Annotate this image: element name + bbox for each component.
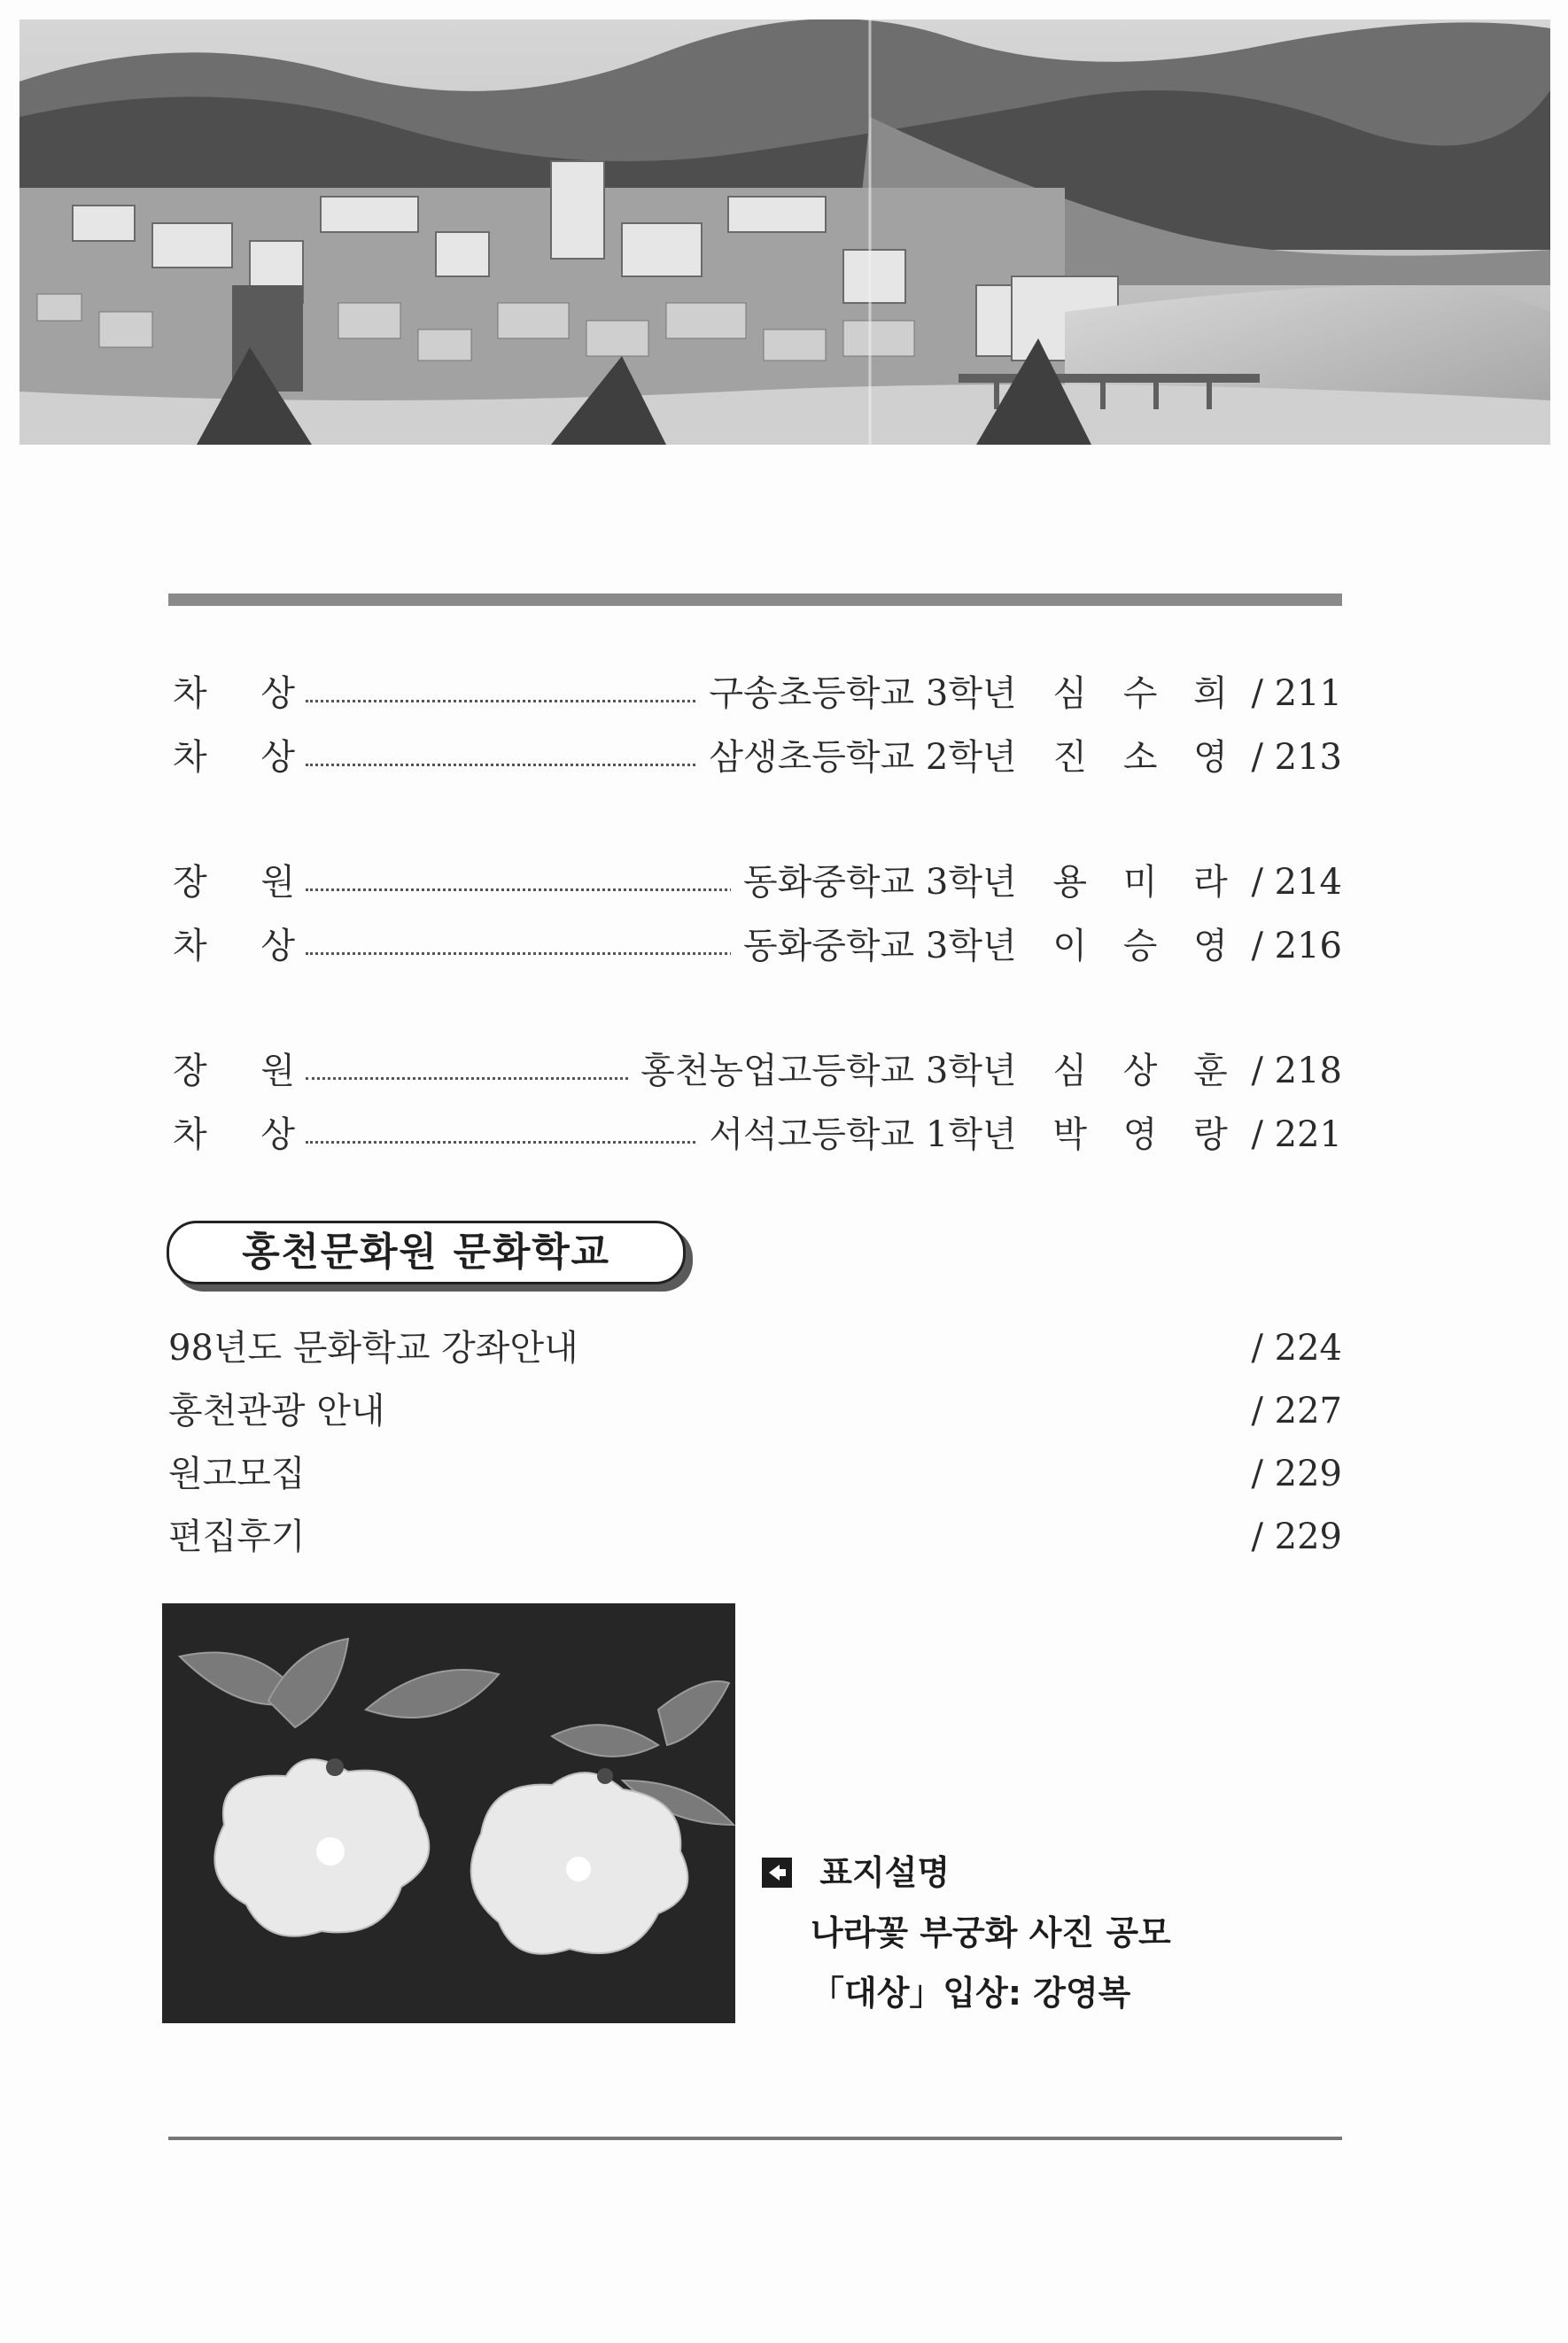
student-name: 심 상 훈	[1052, 1051, 1240, 1091]
toc-row[interactable]	[173, 850, 1342, 914]
school-name: 서석고등학교	[709, 1114, 915, 1155]
page-number: / 229	[1251, 1454, 1342, 1494]
award-label: 차 상	[173, 737, 316, 778]
page-number: / 224	[1251, 1328, 1342, 1369]
grade: 3학년	[925, 673, 1017, 714]
page-number: / 221	[1251, 1114, 1342, 1155]
grade: 3학년	[925, 1051, 1017, 1091]
toc-list	[168, 1317, 1342, 1569]
page-number: / 227	[1251, 1391, 1342, 1431]
award-label: 차 상	[173, 926, 316, 966]
school-name: 홍천농업고등학교	[640, 1051, 915, 1091]
toc-row[interactable]	[173, 662, 1342, 725]
grade: 3학년	[925, 926, 1017, 966]
cover-photo-hibiscus	[162, 1603, 735, 2023]
page-number: / 214	[1251, 862, 1342, 903]
list-item-title: 편집후기	[168, 1517, 306, 1557]
caption-line-2: 「대상」입상: 강영복	[811, 1974, 1131, 2013]
toc-row[interactable]	[173, 725, 1342, 789]
toc-row[interactable]	[173, 1039, 1342, 1103]
student-name: 용 미 라	[1052, 862, 1240, 903]
grade: 1학년	[925, 1114, 1017, 1155]
grade: 2학년	[925, 737, 1017, 778]
bottom-rule	[168, 2137, 1342, 2140]
cover-caption	[762, 1843, 1171, 2023]
page-number: / 218	[1251, 1051, 1342, 1091]
caption-heading: 표지설명	[819, 1853, 951, 1892]
school-name: 동화중학교	[743, 862, 915, 903]
toc-group-3	[173, 1039, 1342, 1167]
toc-row[interactable]	[173, 1103, 1342, 1167]
list-item-title: 홍천관광 안내	[168, 1391, 385, 1431]
toc-group-2	[173, 850, 1342, 978]
page-number: / 216	[1251, 926, 1342, 966]
school-name: 동화중학교	[743, 926, 915, 966]
caption-line-1: 나라꽃 부궁화 사진 공모	[811, 1913, 1171, 1952]
list-item-title: 98년도 문화학교 강좌안내	[168, 1328, 578, 1369]
section-title-tab: 홍천문화원 문화학교	[167, 1221, 686, 1284]
award-label: 장 원	[173, 1051, 316, 1091]
toc-group-1	[173, 662, 1342, 789]
student-name: 이 승 영	[1052, 926, 1240, 966]
school-name: 구송초등학교	[709, 673, 915, 714]
list-item[interactable]	[168, 1443, 1342, 1506]
list-item[interactable]	[168, 1506, 1342, 1569]
panorama-photo	[19, 19, 1550, 445]
top-rule	[168, 594, 1342, 606]
list-item[interactable]	[168, 1317, 1342, 1380]
page-number: / 229	[1251, 1517, 1342, 1557]
page-number: / 213	[1251, 737, 1342, 778]
list-item[interactable]	[168, 1380, 1342, 1443]
left-arrow-box-icon	[762, 1858, 792, 1888]
student-name: 진 소 영	[1052, 737, 1240, 778]
award-label: 차 상	[173, 1114, 316, 1155]
page-number: / 211	[1251, 673, 1342, 714]
list-item-title: 원고모집	[168, 1454, 306, 1494]
student-name: 박 영 랑	[1052, 1114, 1240, 1155]
toc-row[interactable]	[173, 914, 1342, 978]
student-name: 심 수 희	[1052, 673, 1240, 714]
grade: 3학년	[925, 862, 1017, 903]
award-label: 장 원	[173, 862, 316, 903]
school-name: 삼생초등학교	[709, 737, 915, 778]
award-label: 차 상	[173, 673, 316, 714]
